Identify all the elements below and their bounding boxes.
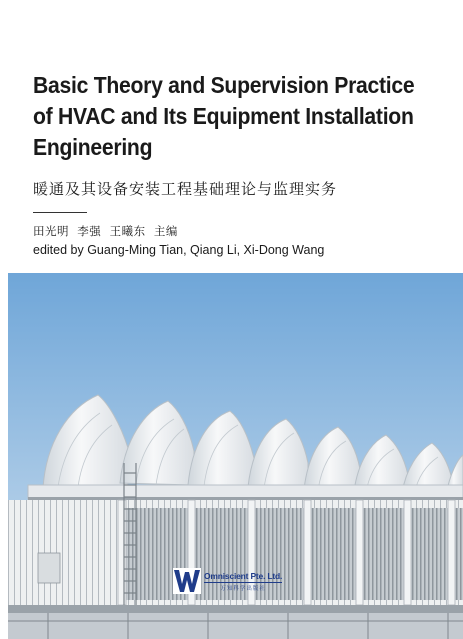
book-title: Basic Theory and Supervision Practice of HVAC and Its Equipment Installation Engineering	[33, 72, 415, 160]
w-logo-icon	[173, 568, 201, 594]
title-divider	[33, 212, 87, 213]
chinese-subtitle: 暖通及其设备安装工程基础理论与监理实务	[33, 180, 338, 198]
publisher-name-en: Omniscient Pte. Ltd.	[204, 570, 283, 581]
publisher-mark	[173, 566, 297, 596]
publisher-name-cn: 万知科学出版社	[204, 582, 282, 592]
editors-chinese: 田光明 李强 王曦东 主编	[33, 224, 178, 238]
publisher-text	[204, 571, 282, 592]
editors-english: edited by Guang-Ming Tian, Qiang Li, Xi-Dong Wang	[33, 243, 325, 257]
